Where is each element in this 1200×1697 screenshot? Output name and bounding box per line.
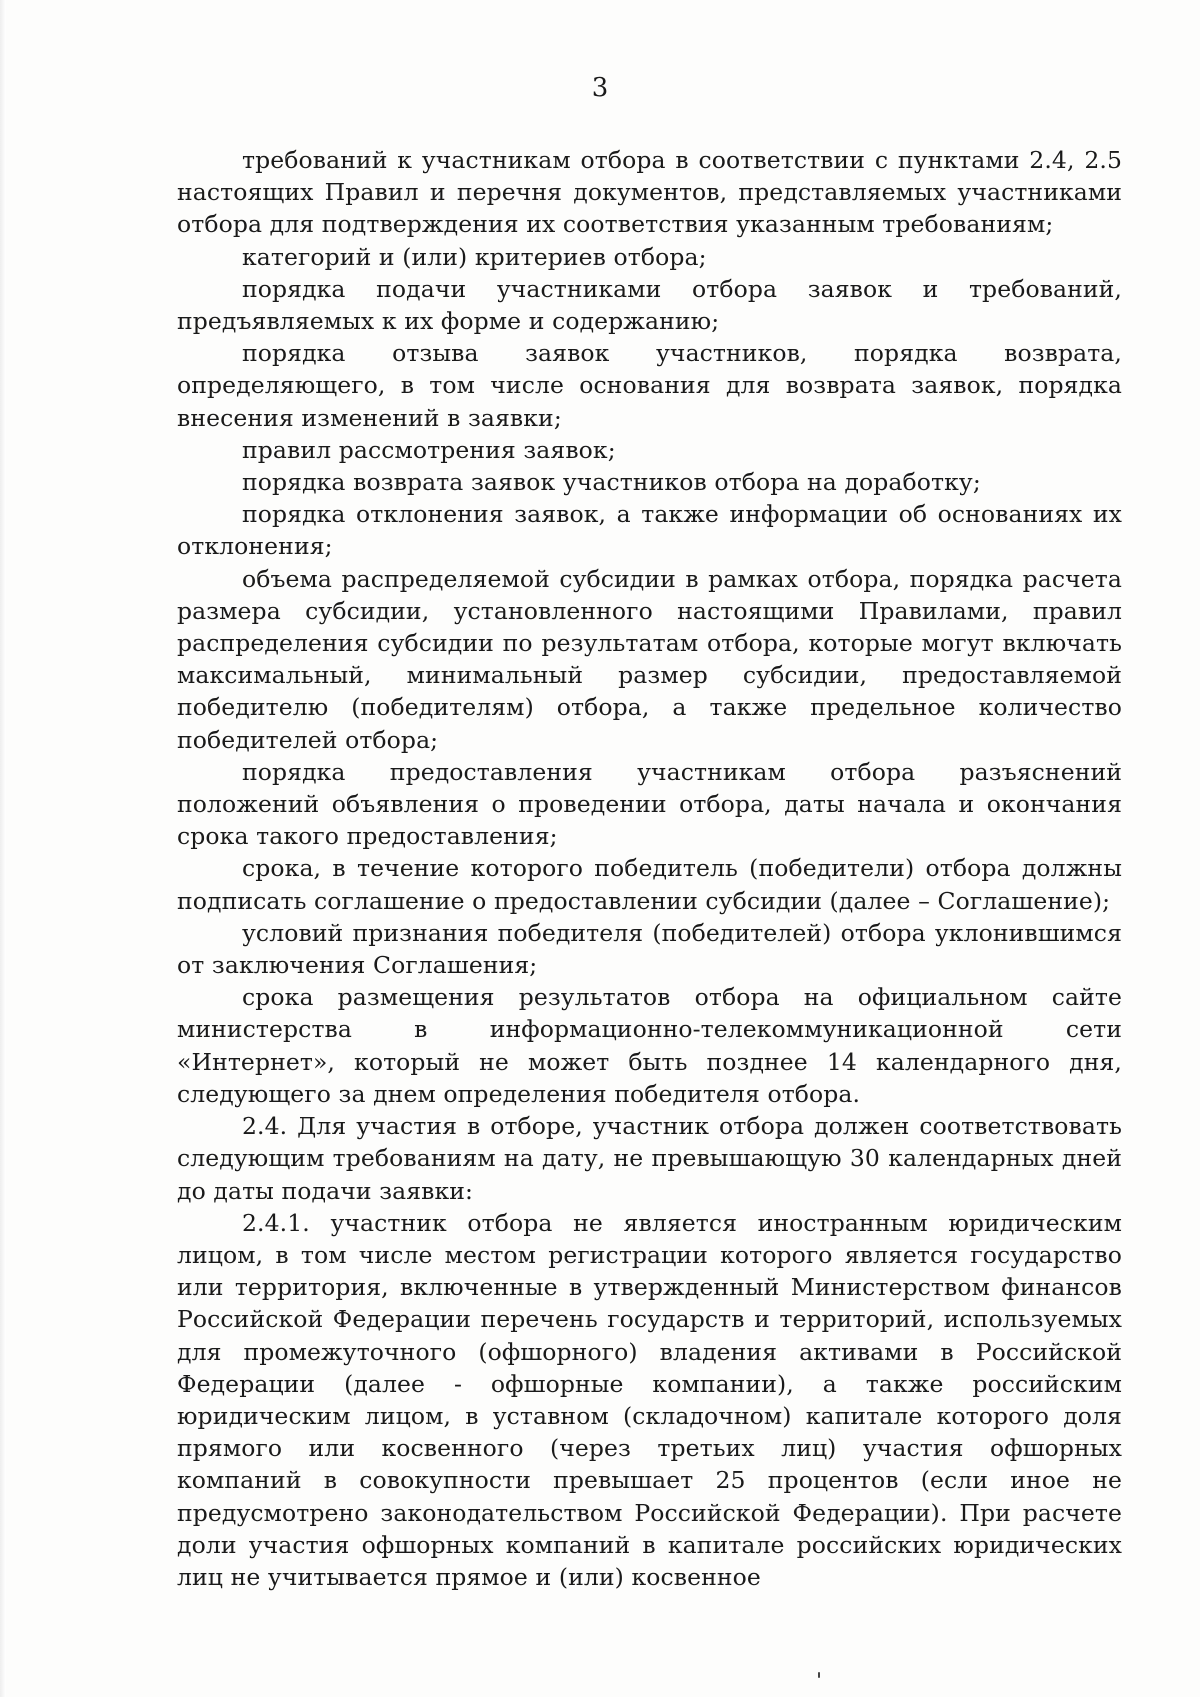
paragraph-submission-order: порядка подачи участниками отбора заявок и требований, предъявляемых к их форме и содержанию;: [177, 274, 1122, 336]
paragraph-categories: категорий и (или) критериев отбора;: [242, 242, 707, 271]
paragraph-results-publication: срока размещения результатов отбора на официальном сайте министерства в информационно-телекоммуникационной сети «Интернет», который не может быть позднее 14 календарного дня, следующего за днем определения победителя отбора.: [177, 983, 1122, 1108]
paragraph-agreement-term: срока, в течение которого победитель (победители) отбора должны подписать соглашение о предоставлении субсидии (далее – Соглашение);: [177, 854, 1122, 915]
paragraph-requirements: требований к участникам отбора в соответствии с пунктами 2.4, 2.5 настоящих Правил и перечня документов, представляемых участниками отбора для подтверждения их соответствия указанным требованиям;: [177, 146, 1122, 239]
paragraph-section-2-4: 2.4. Для участия в отборе, участник отбора должен соответствовать следующим требованиям на дату, не превышающую 30 календарных дней до даты подачи заявки:: [177, 1112, 1122, 1205]
scan-edge-shadow: [0, 0, 6, 1697]
paragraph-rejection-order: порядка отклонения заявок, а также информации об основаниях их отклонения;: [177, 500, 1122, 561]
scan-speck: [818, 1672, 820, 1678]
paragraph-subsidy-volume: объема распределяемой субсидии в рамках отбора, порядка расчета размера субсидии, установленного настоящими Правилами, правил распределения субсидии по результатам отбора, которые могут включать максимальный, минимальный размер субсидии, предоставляемой победителю (победителям) отбора, а также предельное количество победителей отбора;: [177, 564, 1122, 754]
paragraph-review-rules: правил рассмотрения заявок;: [242, 435, 616, 464]
document-body: [177, 144, 1122, 1593]
page-number: 3: [591, 73, 609, 103]
paragraph-clarifications: порядка предоставления участникам отбора разъяснений положений объявления о проведении отбора, даты начала и окончания срока такого предоставления;: [177, 757, 1122, 851]
paragraph-return-for-revision: порядка возврата заявок участников отбора на доработку;: [242, 468, 981, 497]
paragraph-evasion-conditions: условий признания победителя (победителей) отбора уклонившимся от заключения Соглашения;: [177, 918, 1122, 980]
paragraph-section-2-4-1: 2.4.1. участник отбора не является иностранным юридическим лицом, в том числе местом регистрации которого является государство или территория, включенные в утвержденный Министерством финансов Российской Федерации перечень государств и территорий, используемых для промежуточного (офшорного) владения активами в Российской Федерации (далее - офшорные компании), а также российским юридическим лицом, в уставном (складочном) капитале которого доля прямого или косвенного (через третьих лиц) участия офшорных компаний в совокупности превышает 25 процентов (если иное не предусмотрено законодательством Российской Федерации). При расчете доли участия офшорных компаний в капитале российских юридических лиц не учитывается прямое и (или) косвенное: [177, 1208, 1122, 1591]
paragraph-withdrawal-order: порядка отзыва заявок участников, порядка возврата, определяющего, в том числе основания для возврата заявок, порядка внесения изменений в заявки;: [177, 339, 1122, 432]
